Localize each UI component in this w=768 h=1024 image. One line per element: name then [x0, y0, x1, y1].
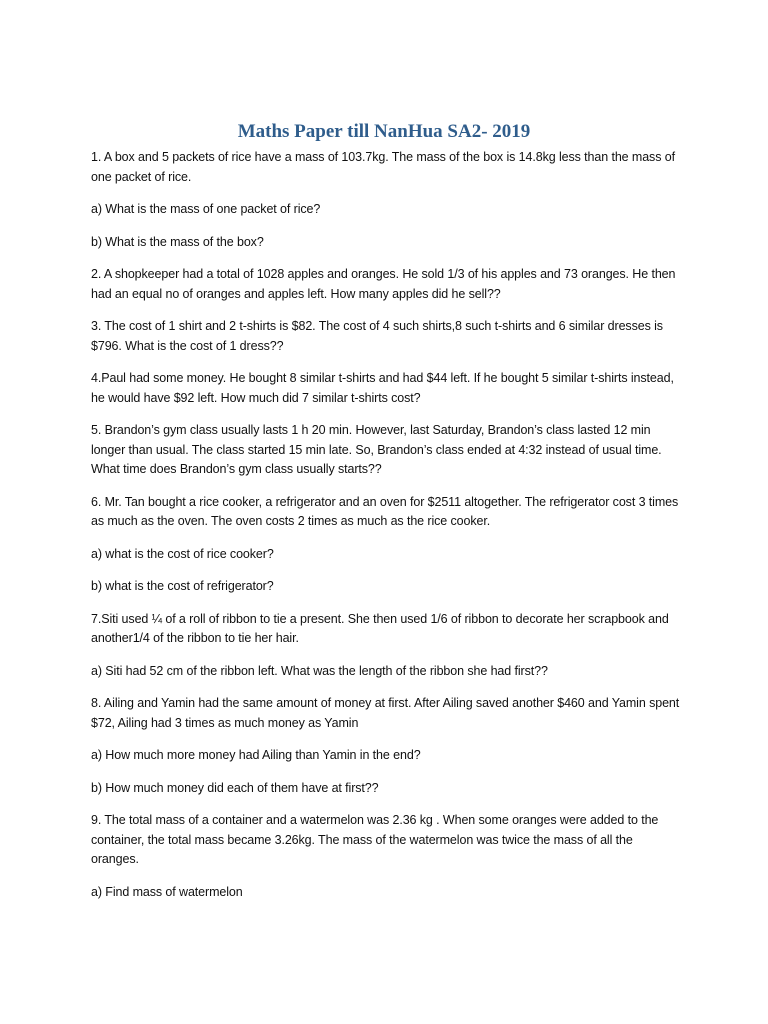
question-1b: b) What is the mass of the box?	[91, 234, 264, 249]
question-8: 8. Ailing and Yamin had the same amount of money at first. After Ailing saved another $460 and Yamin spent $72, Ailing had 3 times as much money as Yamin	[91, 696, 680, 730]
question-8a: a) How much more money had Ailing than Yamin in the end?	[91, 748, 421, 762]
question-5: 5. Brandon’s gym class usually lasts 1 h 20 min. However, last Saturday, Brandon’s class lasted 12 min longer than usual. The class started 15 min late. So, Brandon’s class ended at 4:32 instead of usual time. What time does Brandon’s gym class usually starts??	[91, 423, 662, 476]
question-1a: a) What is the mass of one packet of rice?	[91, 202, 321, 216]
document-body	[91, 148, 681, 915]
question-7: 7.Siti used ¼ of a roll of ribbon to tie a present. She then used 1/6 of ribbon to decorate her scrapbook and another1/4 of the ribbon to tie her hair.	[91, 611, 669, 645]
question-6: 6. Mr. Tan bought a rice cooker, a refrigerator and an oven for $2511 altogether. The refrigerator cost 3 times as much as the oven. The oven costs 2 times as much as the rice cooker.	[91, 494, 679, 528]
question-9: 9. The total mass of a container and a watermelon was 2.36 kg . When some oranges were added to the container, the total mass became 3.26kg. The mass of the watermelon was twice the mass of all the oranges.	[91, 813, 659, 866]
page-title: Maths Paper till NanHua SA2- 2019	[237, 121, 531, 142]
question-6b: b) what is the cost of refrigerator?	[91, 579, 274, 593]
question-7a: a) Siti had 52 cm of the ribbon left. What was the length of the ribbon she had first??	[91, 663, 548, 678]
question-3: 3. The cost of 1 shirt and 2 t-shirts is $82. The cost of 4 such shirts,8 such t-shirts and 6 similar dresses is $796. What is the cost of 1 dress??	[91, 319, 663, 353]
question-6a: a) what is the cost of rice cooker?	[91, 546, 274, 561]
question-1: 1. A box and 5 packets of rice have a mass of 103.7kg. The mass of the box is 14.8kg less than the mass of one packet of rice.	[91, 150, 675, 184]
question-2: 2. A shopkeeper had a total of 1028 apples and oranges. He sold 1/3 of his apples and 73 oranges. He then had an equal no of oranges and apples left. How many apples did he sell??	[91, 267, 676, 301]
question-8b: b) How much money did each of them have at first??	[91, 780, 379, 795]
question-4: 4.Paul had some money. He bought 8 similar t-shirts and had $44 left. If he bought 5 similar t-shirts instead, he would have $92 left. How much did 7 similar t-shirts cost?	[91, 371, 674, 405]
question-9a: a) Find mass of watermelon	[91, 884, 243, 899]
